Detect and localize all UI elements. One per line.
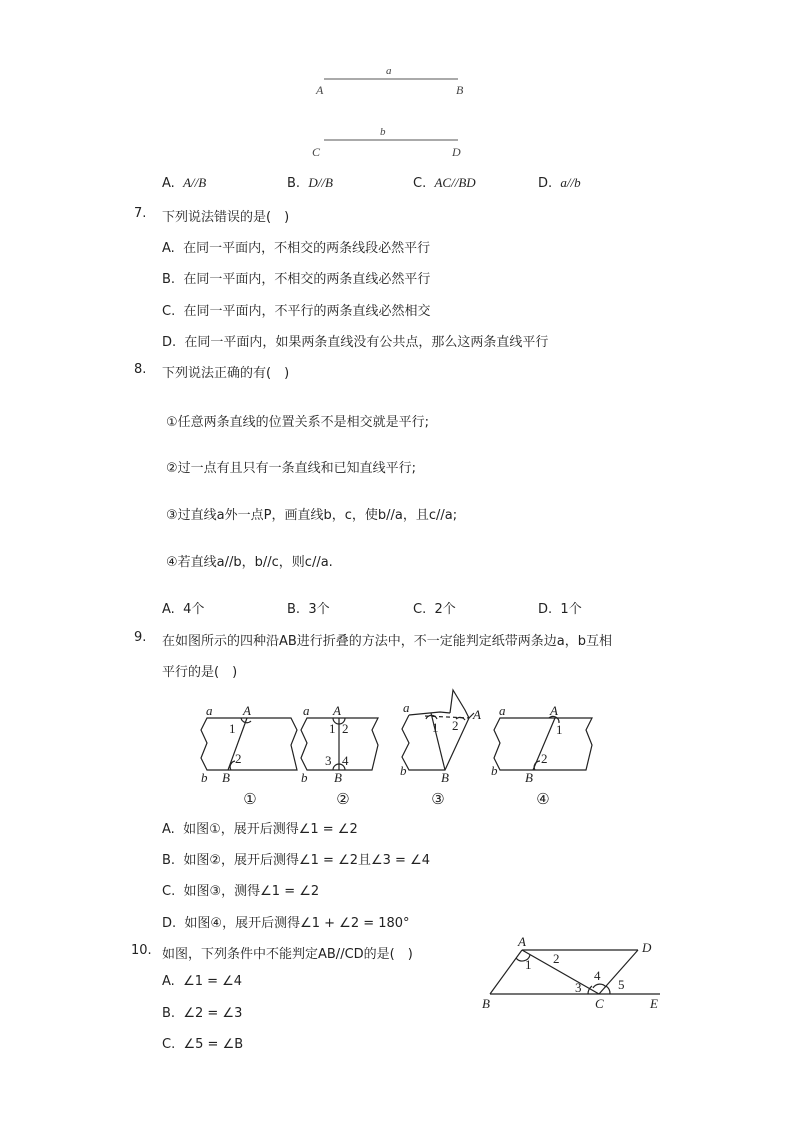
q8-statement-3: ③过直线a外一点P，画直线b，c，使b//a，且c//a; <box>166 508 458 523</box>
q8-option-a[interactable]: A. 4个 <box>162 602 205 617</box>
fig2-label-4: 4 <box>342 753 349 768</box>
q10-number: 10. <box>131 943 152 958</box>
q8-statement-4: ④若直线a//b，b//c，则c//a. <box>166 555 333 570</box>
fig3-label-b: b <box>400 763 407 778</box>
q9-option-b[interactable]: B. 如图②，展开后测得∠1 = ∠2且∠3 = ∠4 <box>162 853 430 868</box>
q9-stem-line1: 在如图所示的四种沿AB进行折叠的方法中，不一定能判定纸带两条边a，b互相 <box>162 634 613 649</box>
q7-option-c[interactable]: C. 在同一平面内，不平行的两条直线必然相交 <box>162 304 431 319</box>
folding-strips-figure <box>195 685 615 810</box>
fig3-label-B: B <box>441 770 449 785</box>
fig3-label-1: 1 <box>432 720 439 735</box>
q10-option-c[interactable]: C. ∠5 = ∠B <box>162 1037 244 1052</box>
fig3-label-a: a <box>403 700 410 715</box>
fig-caption-2: ② <box>336 792 350 808</box>
q8-number: 8. <box>134 362 147 377</box>
q6-option-d[interactable]: D. a//b <box>538 175 581 191</box>
fig4-label-1: 1 <box>556 722 563 737</box>
fig1-label-a: a <box>206 703 213 718</box>
q10-stem: 如图，下列条件中不能判定AB//CD的是( ) <box>162 947 413 962</box>
q10-label-E: E <box>650 996 658 1011</box>
q10-label-5: 5 <box>618 977 625 992</box>
q7-option-b[interactable]: B. 在同一平面内，不相交的两条直线必然平行 <box>162 272 431 287</box>
fig4-label-b: b <box>491 763 498 778</box>
q10-label-C: C <box>595 996 604 1011</box>
q6-option-a[interactable]: A. A//B <box>162 175 207 191</box>
fig1-label-b: b <box>201 770 208 785</box>
parallelogram-figure <box>478 933 673 1013</box>
fig2-label-a: a <box>303 703 310 718</box>
q10-option-a[interactable]: A. ∠1 = ∠4 <box>162 974 243 989</box>
fig4-label-B: B <box>525 770 533 785</box>
q10-label-4: 4 <box>594 968 601 983</box>
q6-option-c[interactable]: C. AC//BD <box>413 175 476 191</box>
q6-option-b[interactable]: B. D//B <box>287 175 333 191</box>
q8-option-c[interactable]: C. 2个 <box>413 602 456 617</box>
label-a: a <box>386 65 392 77</box>
fig4-label-A: A <box>550 703 558 718</box>
q7-stem: 下列说法错误的是( ) <box>162 210 290 225</box>
q9-stem-line2: 平行的是( ) <box>162 665 238 680</box>
q9-option-c[interactable]: C. 如图③，测得∠1 = ∠2 <box>162 884 320 899</box>
q8-option-b[interactable]: B. 3个 <box>287 602 330 617</box>
fig1-label-2: 2 <box>235 751 242 766</box>
q10-label-1: 1 <box>525 957 532 972</box>
q10-label-A: A <box>518 934 526 949</box>
fig-caption-4: ④ <box>536 792 550 808</box>
label-b: b <box>380 126 386 138</box>
q9-option-d[interactable]: D. 如图④，展开后测得∠1 + ∠2 = 180° <box>162 916 410 931</box>
q10-label-3: 3 <box>575 980 582 995</box>
q8-statement-2: ②过一点有且只有一条直线和已知直线平行; <box>166 461 417 476</box>
q10-label-2: 2 <box>553 951 560 966</box>
q9-number: 9. <box>134 630 147 645</box>
fig1-label-A: A <box>243 703 251 718</box>
fig-caption-1: ① <box>243 792 257 808</box>
q9-option-a[interactable]: A. 如图①，展开后测得∠1 = ∠2 <box>162 822 358 837</box>
fig3-label-2: 2 <box>452 718 459 733</box>
q10-label-D: D <box>642 940 652 955</box>
fig1-label-1: 1 <box>229 721 236 736</box>
fig2-label-1: 1 <box>329 721 336 736</box>
label-C: C <box>312 145 321 159</box>
fig2-label-3: 3 <box>325 753 332 768</box>
q8-stem: 下列说法正确的有( ) <box>162 366 290 381</box>
fig1-label-B: B <box>222 770 230 785</box>
q7-number: 7. <box>134 206 147 221</box>
fig2-label-b: b <box>301 770 308 785</box>
fig2-label-A: A <box>333 703 341 718</box>
parallel-segments-figure <box>300 60 480 165</box>
q8-statement-1: ①任意两条直线的位置关系不是相交就是平行; <box>166 415 430 430</box>
label-B: B <box>456 83 464 97</box>
q8-option-d[interactable]: D. 1个 <box>538 602 582 617</box>
q10-option-b[interactable]: B. ∠2 = ∠3 <box>162 1006 243 1021</box>
fig2-label-2: 2 <box>342 721 349 736</box>
q10-label-B: B <box>482 996 490 1011</box>
fig4-label-a: a <box>499 703 506 718</box>
fig4-label-2: 2 <box>541 751 548 766</box>
q7-option-a[interactable]: A. 在同一平面内，不相交的两条线段必然平行 <box>162 241 431 256</box>
fig-caption-3: ③ <box>431 792 445 808</box>
label-A: A <box>316 83 324 97</box>
label-D: D <box>452 145 461 159</box>
fig2-label-B: B <box>334 770 342 785</box>
q7-option-d[interactable]: D. 在同一平面内，如果两条直线没有公共点，那么这两条直线平行 <box>162 335 549 350</box>
fig3-label-A: A <box>473 707 481 722</box>
